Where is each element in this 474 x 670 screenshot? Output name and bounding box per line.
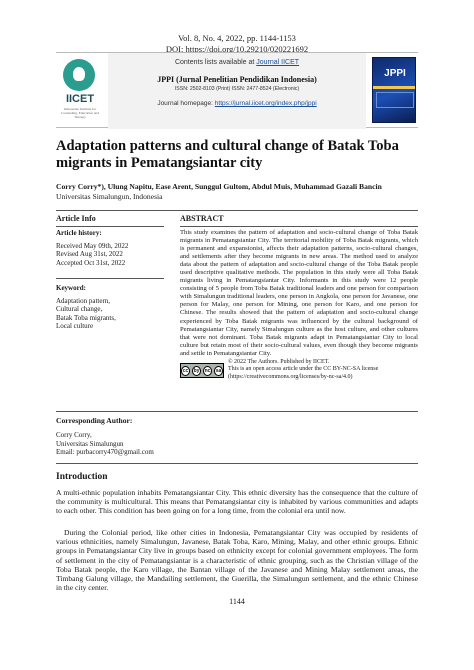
received-date: Received May 09th, 2022 (56, 241, 129, 250)
keyword-item: Local culture (56, 322, 94, 331)
keywords (56, 284, 164, 331)
journal-cover-image (372, 57, 416, 123)
keyword-item: Adaptation pattern, (56, 296, 111, 305)
citation-header (0, 33, 474, 54)
license-line-2: This is an open access article under the CC BY-NC-SA license (228, 366, 379, 373)
corresponding-author-details (56, 431, 256, 457)
keyword-item: Cultural change, (56, 305, 103, 314)
homepage-prefix: Journal homepage: (157, 100, 215, 107)
nc-symbol: nc (204, 367, 211, 374)
issn-line: ISSN: 2502-8103 (Print) ISSN: 2477-8524 (Electronic) (174, 86, 300, 92)
license-block (180, 357, 418, 389)
journal-link[interactable]: Journal IICET (256, 59, 300, 66)
divider (56, 411, 418, 412)
logo-subtitle: Indonesian Institute for Counseling, Education and Therapy (61, 107, 99, 119)
corresponding-name: Corry Corry, (56, 431, 92, 439)
doi-line: DOI: https://doi.org/10.29210/020221692 (165, 43, 309, 54)
homepage-line (108, 100, 366, 107)
cover-band (373, 86, 415, 89)
history-label: Article history: (56, 229, 102, 237)
banner-info-box (108, 53, 366, 129)
corresponding-institution: Universitas Simalungun (56, 439, 124, 448)
divider (56, 463, 418, 464)
publisher-logo (60, 59, 98, 121)
license-line-1: © 2022 The Authors. Published by IICET. (228, 359, 330, 365)
revised-date: Revised Aug 31st, 2022 (56, 250, 123, 259)
contents-prefix: Contents lists available at (174, 59, 257, 66)
contents-line (108, 59, 366, 66)
volume-line: Vol. 8, No. 4, 2022, pp. 1144-1153 (178, 33, 296, 43)
journal-banner (56, 52, 418, 128)
corresponding-email[interactable]: Email: purbacorry470@gmail.com (56, 448, 154, 457)
divider (180, 226, 418, 227)
accepted-date: Accepted Oct 31st, 2022 (56, 258, 126, 267)
logo-text: IICET (65, 93, 95, 105)
sa-symbol: sa (215, 367, 222, 374)
page-number: 1144 (229, 597, 245, 606)
license-text (228, 359, 418, 381)
cover-frame (376, 92, 414, 108)
keyword-label: Keyword: (56, 284, 86, 292)
homepage-link[interactable]: https://jurnal.iicet.org/index.php/jppi (214, 100, 317, 107)
journal-title: JPPI (Jurnal Penelitian Pendidikan Indonesia) (157, 75, 317, 84)
abstract-body: This study examines the pattern of adaptation and socio-cultural change of Toba Batak migrants in Pematangsiantar City. The territorial mobility of Toba Batak migrants, which is permanent and expansionist, affects their adaptation patterns, socio-cultural changes, and settlements after they become migrants in new areas. The method used to analyze data about the pattern of adaptation and socio-cultural change of the Toba Batak people used descriptive qualitative methods. The population in this study were all Toba Batak migrants living in Pematangsiantar City. Informants in this study were 12 people consisting of 5 people from Toba Batak traditional leaders and one person for comparison with Simalungun traditional leaders, one person in Angkola, one person for Javanese, one person for Malay, one person for Mining, one person for Karo, and one person for Chinese. The results showed that the pattern of adaptation and socio-cultural change experienced by Toba Batak migrants was influenced by the cultural background of Pematangsiantar City, namely Simalungun culture as the host culture, and other cultures that were not dominant. Toba Batak migrants adapt in Pematangsiantar City to local culture but retain most of their socio-cultural values, even though they become migrants and settle in Pematangsiantar City. (180, 229, 418, 357)
corresponding-author-heading: Corresponding Author: (56, 416, 133, 425)
by-symbol: by (193, 367, 200, 374)
cc-license-icon[interactable] (180, 363, 224, 378)
divider (56, 210, 418, 211)
affiliation: Universitas Simalungun, Indonesia (56, 192, 163, 201)
license-url[interactable]: (https://creativecommons.org/licenses/by-nc-sa/4.0) (228, 373, 353, 380)
abstract-heading: ABSTRACT (180, 214, 224, 223)
keyword-item: Batak Toba migrants, (56, 313, 116, 322)
divider (56, 278, 164, 279)
article-info-heading: Article Info (56, 214, 96, 223)
paper-title: Adaptation patterns and cultural change of Batak Toba migrants in Pematangsiantar city (56, 138, 399, 171)
cover-title: JPPI (384, 68, 406, 79)
intro-paragraph-1: A multi-ethnic population inhabits Pematangsiantar City. This ethnic diversity has the consequence that the culture of the community is multicultural. This means that Pematangsiantar city is inhabited by various communities and adapts to each other. This condition has been going on for a long time, from the colonial era until now. (56, 488, 418, 516)
logo-emblem-icon (63, 59, 95, 91)
introduction-heading: Introduction (56, 472, 108, 482)
divider (56, 226, 164, 227)
article-history (56, 229, 164, 267)
author-list: Corry Corry*), Ulung Napitu, Ease Arent, Sunggul Gultom, Abdul Muis, Muhammad Gazali Bancin (56, 182, 382, 191)
intro-paragraph-2: During the Colonial period, like other cities in Indonesia, Pematangsiantar City was occupied by residents of various ethnicities, namely Simalungun, Javanese, Batak Toba, Karo, Mining, Malay, and other ethnic groups. Ethnic groups in Pematangsiantar City live in groups based on ethnicity except for colonial government employees. The form of settlement in the city of Pematangsiantar is a characteristic of ethnic grouping, such as the Christian village of the Toba Batak people, the Karo village, the Bantan village of the Javanese and Mining Malay settlement areas, the Timbang Galung village, the Mandailing settlement, the Guerilla, the Simalungun settlement, and the ethnic Chinese in the city center. (56, 528, 418, 593)
cc-symbol: cc (182, 367, 189, 374)
